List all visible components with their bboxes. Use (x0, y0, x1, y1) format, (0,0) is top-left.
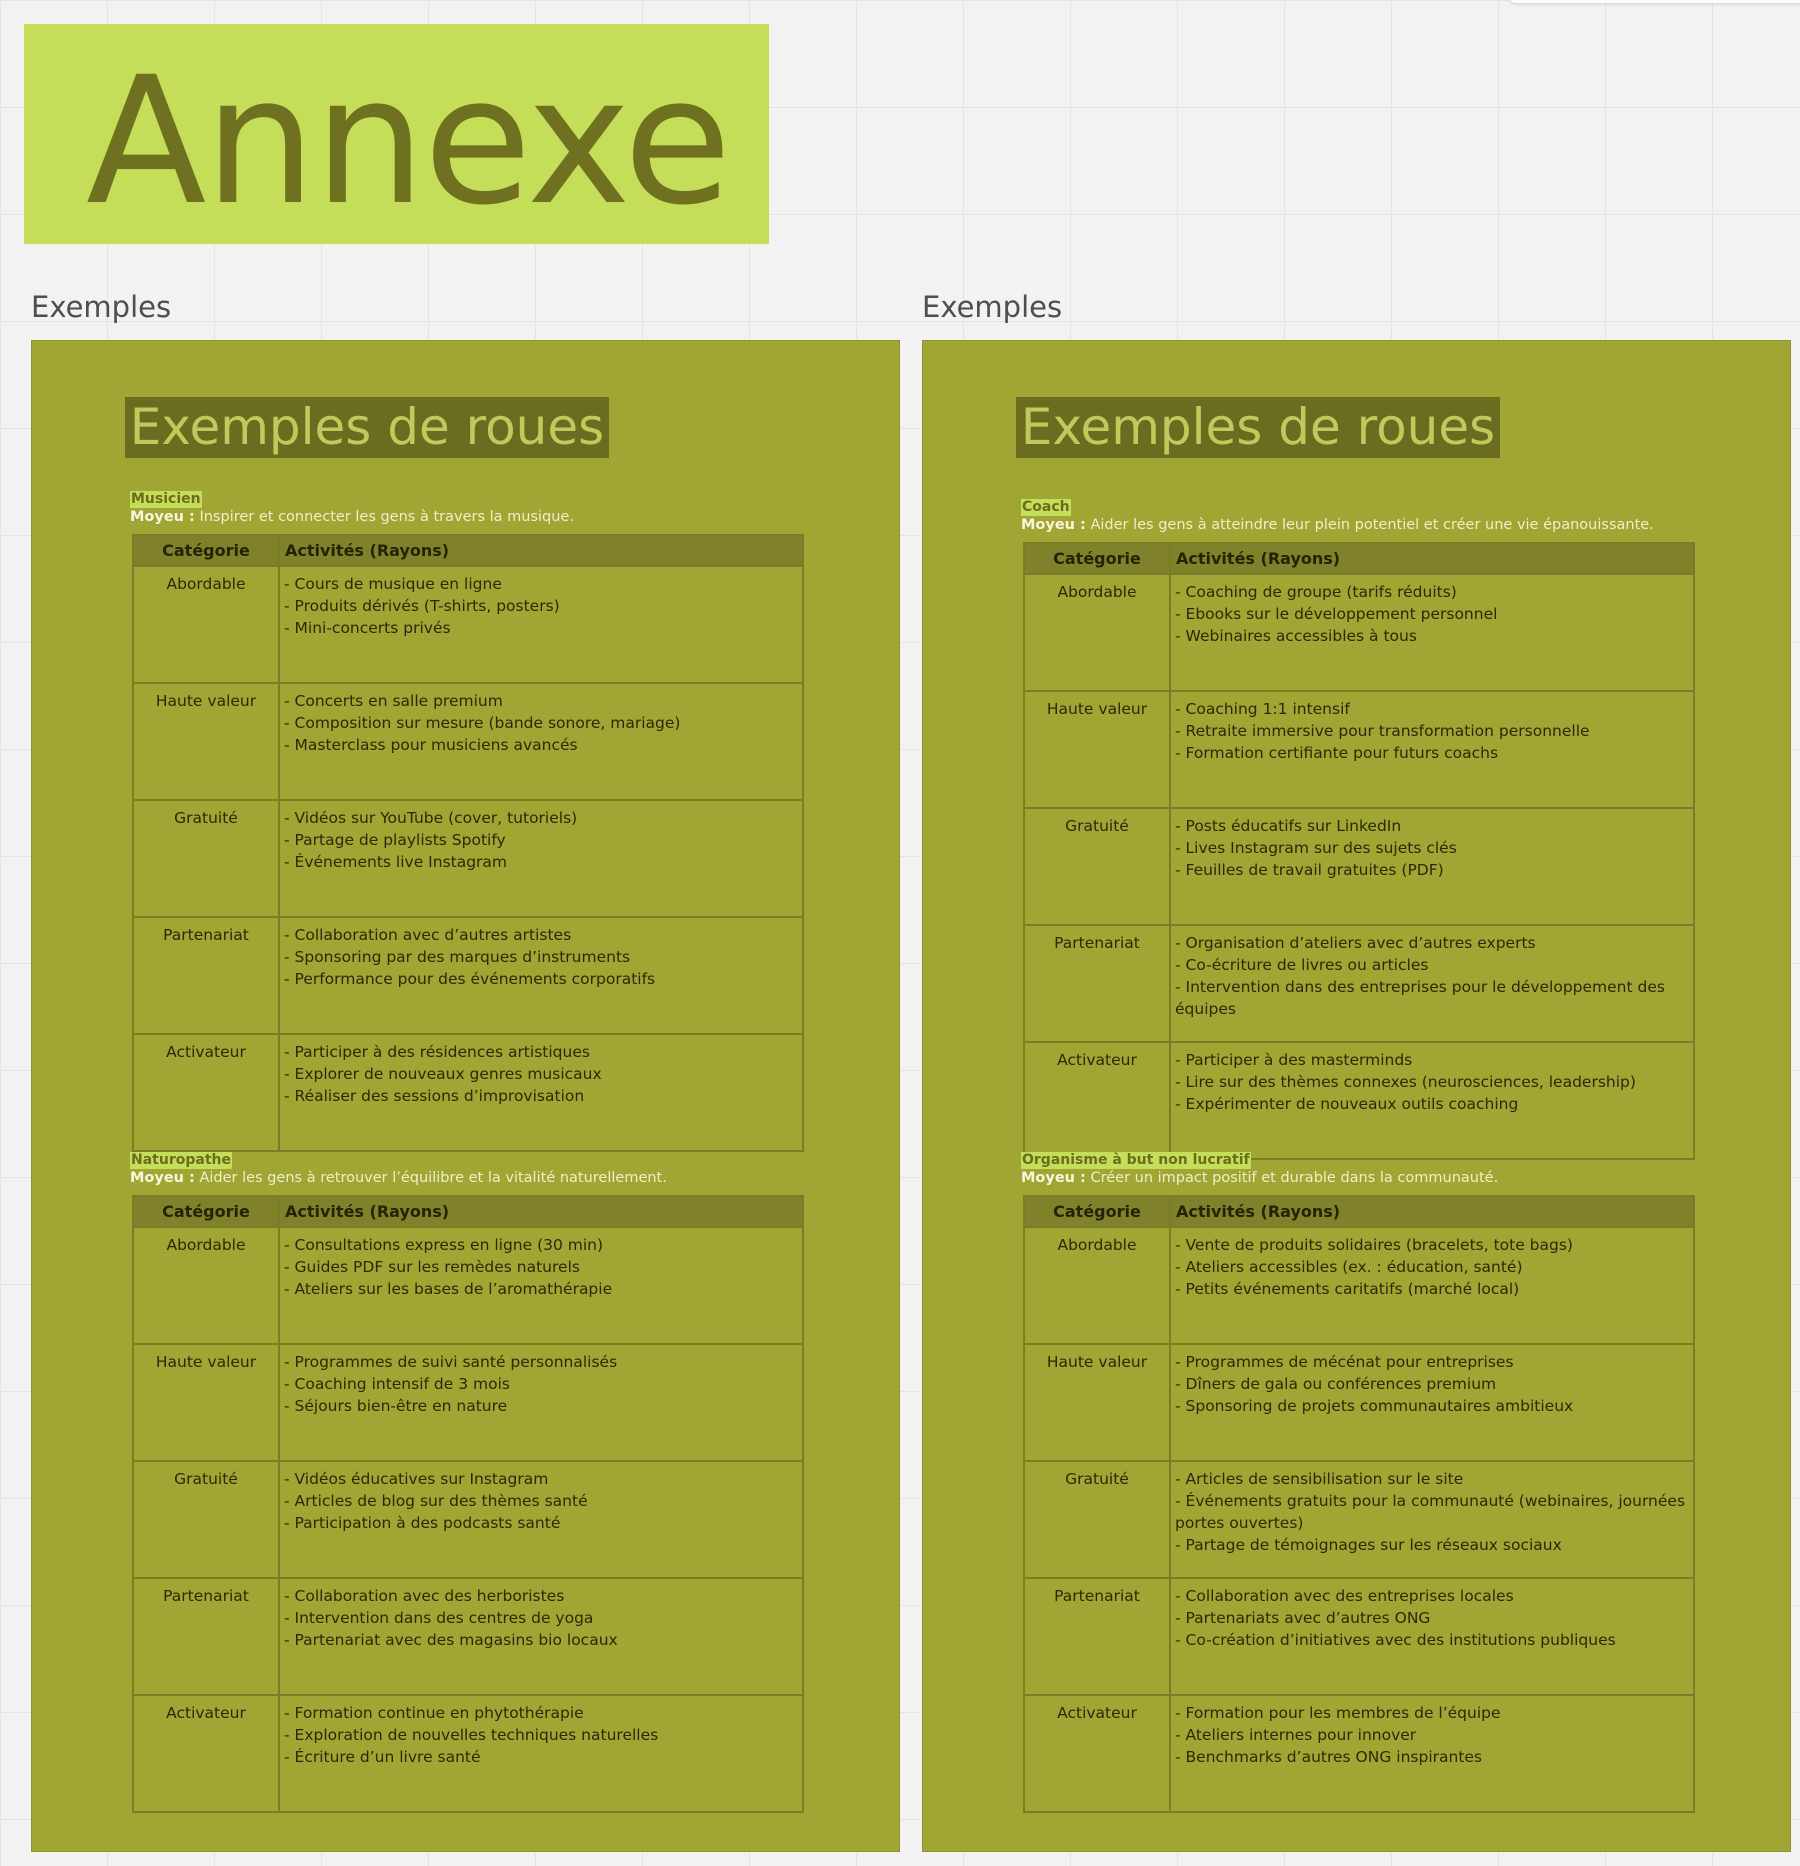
activity-item: - Expérimenter de nouveaux outils coaching (1175, 1095, 1519, 1113)
table-row (1024, 1042, 1694, 1159)
activity-item: - Organisation d’ateliers avec d’autres experts (1175, 934, 1536, 952)
activity-item: - Ateliers accessibles (ex. : éducation, santé) (1175, 1258, 1523, 1276)
activity-item: - Sponsoring de projets communautaires ambitieux (1175, 1397, 1574, 1415)
activity-item: - Vente de produits solidaires (bracelets, tote bags) (1175, 1236, 1573, 1254)
header-category: Catégorie (133, 535, 279, 566)
activity-item: - Réaliser des sessions d’improvisation (284, 1087, 585, 1105)
section-name: Musicien (131, 491, 201, 507)
activity-item: - Participation à des podcasts santé (284, 1514, 561, 1532)
header-category: Catégorie (1024, 1196, 1170, 1227)
activity-item: - Partage de témoignages sur les réseaux sociaux (1175, 1536, 1562, 1554)
activities-cell (279, 683, 803, 800)
frame-left[interactable] (31, 340, 900, 1852)
category-cell: Haute valeur (133, 683, 279, 800)
table-header-row (1024, 1196, 1694, 1227)
activities-cell (279, 1344, 803, 1461)
annexe-title: Annexe (86, 39, 730, 244)
table-row (133, 1344, 803, 1461)
activities-cell (279, 1578, 803, 1695)
table-row (1024, 1461, 1694, 1578)
section-moyeu (1021, 1169, 1694, 1188)
activity-item: - Partage de playlists Spotify (284, 831, 506, 849)
activity-item: - Posts éducatifs sur LinkedIn (1175, 817, 1402, 835)
activity-item: - Benchmarks d’autres ONG inspirantes (1175, 1748, 1483, 1766)
activity-item: - Ateliers internes pour innover (1175, 1726, 1417, 1744)
table-row (133, 800, 803, 917)
category-cell: Gratuité (133, 1461, 279, 1578)
annexe-banner[interactable] (24, 24, 769, 244)
activity-item: - Vidéos éducatives sur Instagram (284, 1470, 549, 1488)
activity-item: - Écriture d’un livre santé (284, 1748, 481, 1766)
header-activities: Activités (Rayons) (279, 1196, 803, 1227)
moyeu-text: Inspirer et connecter les gens à travers la musique. (199, 509, 574, 525)
table-header-row (133, 1196, 803, 1227)
activities-cell (1170, 1578, 1694, 1695)
activities-cell (279, 1034, 803, 1151)
activity-item: - Coaching 1:1 intensif (1175, 700, 1350, 718)
activity-item: - Intervention dans des entreprises pour le développement des équipes (1175, 978, 1665, 1018)
category-cell: Activateur (133, 1695, 279, 1812)
category-cell: Gratuité (133, 800, 279, 917)
activities-cell (1170, 691, 1694, 808)
activities-cell (1170, 1461, 1694, 1578)
category-cell: Gratuité (1024, 808, 1170, 925)
activity-item: - Formation continue en phytothérapie (284, 1704, 584, 1722)
section-moyeu (130, 508, 803, 527)
activities-cell (1170, 925, 1694, 1042)
activity-item: - Partenariats avec d’autres ONG (1175, 1609, 1431, 1627)
moyeu-text: Aider les gens à retrouver l’équilibre et la vitalité naturellement. (199, 1170, 667, 1186)
activity-item: - Intervention dans des centres de yoga (284, 1609, 594, 1627)
category-cell: Partenariat (133, 1578, 279, 1695)
table-row (1024, 1344, 1694, 1461)
activities-cell (279, 1227, 803, 1344)
category-cell: Haute valeur (1024, 691, 1170, 808)
moyeu-label: Moyeu : (130, 509, 195, 525)
frame-right[interactable] (922, 340, 1791, 1852)
category-cell: Abordable (1024, 1227, 1170, 1344)
category-cell: Haute valeur (133, 1344, 279, 1461)
category-cell: Haute valeur (1024, 1344, 1170, 1461)
activity-item: - Retraite immersive pour transformation personnelle (1175, 722, 1590, 740)
table-row (1024, 1695, 1694, 1812)
category-cell: Activateur (133, 1034, 279, 1151)
category-cell: Abordable (133, 566, 279, 683)
activity-item: - Guides PDF sur les remèdes naturels (284, 1258, 580, 1276)
activities-cell (1170, 1695, 1694, 1812)
table-row (1024, 808, 1694, 925)
activity-item: - Performance pour des événements corporatifs (284, 970, 656, 988)
table-header-row (1024, 543, 1694, 574)
activity-item: - Lire sur des thèmes connexes (neurosciences, leadership) (1175, 1073, 1636, 1091)
category-cell: Partenariat (133, 917, 279, 1034)
moyeu-label: Moyeu : (1021, 1170, 1086, 1186)
table-row (1024, 574, 1694, 691)
category-cell: Abordable (133, 1227, 279, 1344)
table-row (1024, 691, 1694, 808)
activity-item: - Collaboration avec d’autres artistes (284, 926, 572, 944)
wheel-table (1023, 542, 1695, 1160)
frame-label-left[interactable]: Exemples (31, 290, 172, 324)
activity-item: - Coaching intensif de 3 mois (284, 1375, 510, 1393)
category-cell: Activateur (1024, 1695, 1170, 1812)
activity-item: - Composition sur mesure (bande sonore, mariage) (284, 714, 681, 732)
activities-cell (1170, 1042, 1694, 1159)
activity-item: - Explorer de nouveaux genres musicaux (284, 1065, 602, 1083)
activity-item: - Mini-concerts privés (284, 619, 451, 637)
table-row (133, 1227, 803, 1344)
activity-item: - Événements live Instagram (284, 853, 508, 871)
activities-cell (1170, 574, 1694, 691)
activity-item: - Petits événements caritatifs (marché local) (1175, 1280, 1520, 1298)
header-category: Catégorie (1024, 543, 1170, 574)
activity-item: - Concerts en salle premium (284, 692, 503, 710)
activity-item: - Articles de sensibilisation sur le site (1175, 1470, 1464, 1488)
header-activities: Activités (Rayons) (1170, 543, 1694, 574)
table-row (133, 683, 803, 800)
header-activities: Activités (Rayons) (279, 535, 803, 566)
category-cell: Partenariat (1024, 925, 1170, 1042)
activity-item: - Masterclass pour musiciens avancés (284, 736, 578, 754)
table-row (1024, 925, 1694, 1042)
activity-item: - Sponsoring par des marques d’instruments (284, 948, 631, 966)
section-name: Coach (1022, 499, 1070, 515)
activity-item: - Programmes de suivi santé personnalisés (284, 1353, 618, 1371)
activity-item: - Ateliers sur les bases de l’aromathérapie (284, 1280, 613, 1298)
activity-item: - Collaboration avec des herboristes (284, 1587, 565, 1605)
wheel-section (130, 488, 803, 1152)
moyeu-text: Aider les gens à atteindre leur plein potentiel et créer une vie épanouissante. (1090, 517, 1654, 533)
activity-item: - Cours de musique en ligne (284, 575, 502, 593)
toolbar-chip (1510, 0, 1800, 3)
activity-item: - Articles de blog sur des thèmes santé (284, 1492, 588, 1510)
activity-item: - Participer à des masterminds (1175, 1051, 1413, 1069)
activity-item: - Participer à des résidences artistiques (284, 1043, 590, 1061)
activities-cell (279, 566, 803, 683)
section-moyeu (1021, 516, 1694, 535)
activity-item: - Dîners de gala ou conférences premium (1175, 1375, 1497, 1393)
table-row (133, 566, 803, 683)
activity-item: - Partenariat avec des magasins bio locaux (284, 1631, 618, 1649)
activities-cell (279, 1695, 803, 1812)
activity-item: - Exploration de nouvelles techniques naturelles (284, 1726, 659, 1744)
wheel-table (132, 534, 804, 1152)
table-row (133, 1578, 803, 1695)
activities-cell (279, 917, 803, 1034)
table-header-row (133, 535, 803, 566)
category-cell: Activateur (1024, 1042, 1170, 1159)
section-name: Naturopathe (131, 1152, 231, 1168)
activity-item: - Lives Instagram sur des sujets clés (1175, 839, 1457, 857)
panel-title: Exemples de roues (125, 397, 609, 458)
category-cell: Abordable (1024, 574, 1170, 691)
activity-item: - Coaching de groupe (tarifs réduits) (1175, 583, 1457, 601)
moyeu-label: Moyeu : (1021, 517, 1086, 533)
wheel-table (1023, 1195, 1695, 1813)
moyeu-label: Moyeu : (130, 1170, 195, 1186)
section-name: Organisme à but non lucratif (1022, 1152, 1250, 1168)
table-row (133, 1695, 803, 1812)
table-row (1024, 1227, 1694, 1344)
activity-item: - Produits dérivés (T-shirts, posters) (284, 597, 560, 615)
activity-item: - Formation pour les membres de l’équipe (1175, 1704, 1501, 1722)
table-row (133, 1034, 803, 1151)
activities-cell (1170, 1227, 1694, 1344)
activity-item: - Ebooks sur le développement personnel (1175, 605, 1498, 623)
activity-item: - Événements gratuits pour la communauté (webinaires, journées portes ouvertes) (1175, 1492, 1686, 1532)
activity-item: - Vidéos sur YouTube (cover, tutoriels) (284, 809, 578, 827)
table-row (1024, 1578, 1694, 1695)
panel-title: Exemples de roues (1016, 397, 1500, 458)
category-cell: Partenariat (1024, 1578, 1170, 1695)
table-row (133, 917, 803, 1034)
wheel-section (1021, 496, 1694, 1160)
activity-item: - Collaboration avec des entreprises locales (1175, 1587, 1514, 1605)
activities-cell (1170, 1344, 1694, 1461)
activities-cell (279, 1461, 803, 1578)
wheel-table (132, 1195, 804, 1813)
activities-cell (279, 800, 803, 917)
activity-item: - Séjours bien-être en nature (284, 1397, 508, 1415)
frame-label-right[interactable]: Exemples (922, 290, 1063, 324)
moyeu-text: Créer un impact positif et durable dans la communauté. (1090, 1170, 1499, 1186)
wheel-section (130, 1149, 803, 1813)
activity-item: - Consultations express en ligne (30 min) (284, 1236, 604, 1254)
activities-cell (1170, 808, 1694, 925)
activity-item: - Co-écriture de livres ou articles (1175, 956, 1429, 974)
header-category: Catégorie (133, 1196, 279, 1227)
activity-item: - Programmes de mécénat pour entreprises (1175, 1353, 1514, 1371)
activity-item: - Co-création d’initiatives avec des institutions publiques (1175, 1631, 1616, 1649)
activity-item: - Formation certifiante pour futurs coachs (1175, 744, 1499, 762)
table-row (133, 1461, 803, 1578)
category-cell: Gratuité (1024, 1461, 1170, 1578)
activity-item: - Webinaires accessibles à tous (1175, 627, 1417, 645)
wheel-section (1021, 1149, 1694, 1813)
activity-item: - Feuilles de travail gratuites (PDF) (1175, 861, 1444, 879)
section-moyeu (130, 1169, 803, 1188)
header-activities: Activités (Rayons) (1170, 1196, 1694, 1227)
